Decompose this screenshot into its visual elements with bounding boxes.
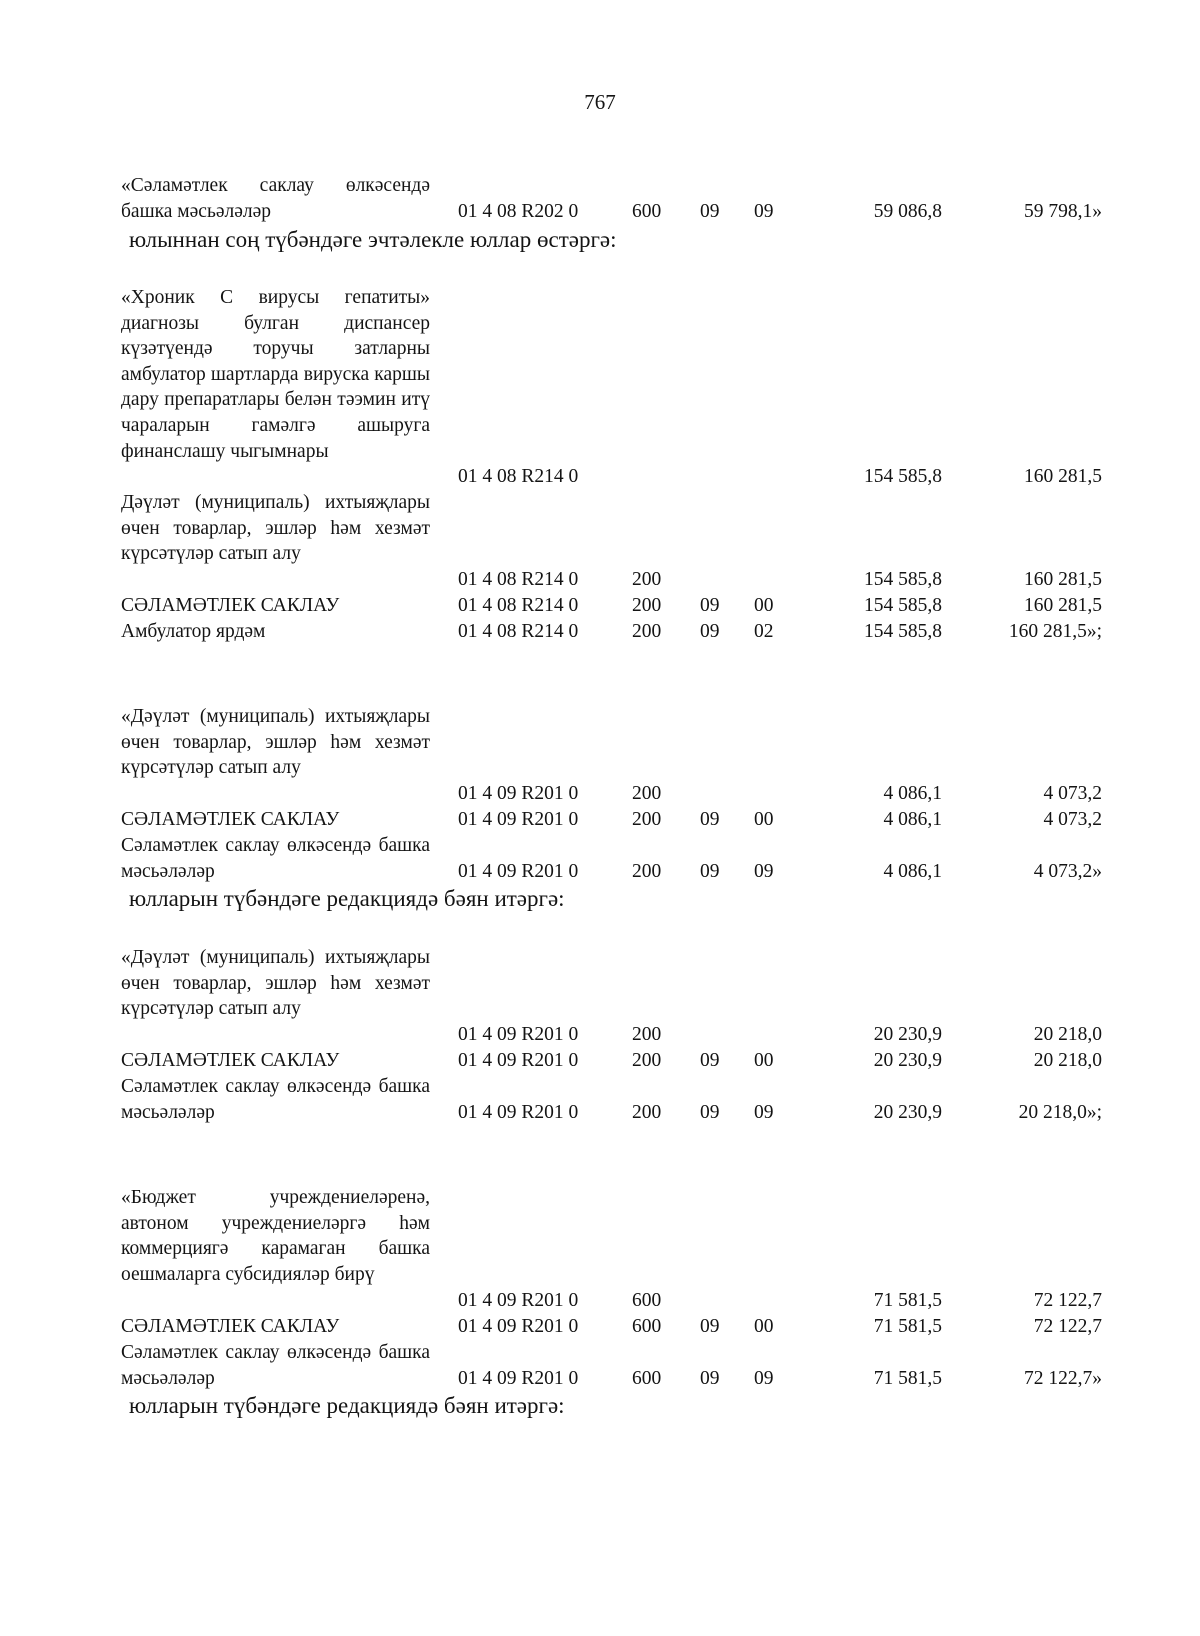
row-name: «Хроник С вирусы гепатиты» диагнозы булган диспансер күзәтүендә торучы затларны амбулатор шартларда вируска каршы дару препаратлары белән тәэмин итү чараларын гамәлгә ашыруга финанслашу чыгымнары	[121, 287, 430, 462]
row-vr: 200	[632, 1024, 662, 1045]
row-code: 01 4 08 R214 0	[458, 595, 579, 616]
row-value-year1: 4 086,1	[883, 861, 942, 882]
row-name: «Сәламәтлек саклау өлкәсендә башка мәсьәләләр	[121, 175, 430, 222]
row-name: Сәламәтлек саклау өлкәсендә башка мәсьәләләр	[121, 1342, 430, 1389]
row-rz: 09	[700, 1102, 720, 1123]
row-code: 01 4 09 R201 0	[458, 783, 579, 804]
row-name: СӘЛАМӘТЛЕК САКЛАУ	[121, 595, 340, 616]
row-name: СӘЛАМӘТЛЕК САКЛАУ	[121, 809, 340, 830]
row-vr: 200	[632, 569, 662, 590]
row-value-year2: 160 281,5	[1024, 595, 1102, 616]
row-value-year1: 154 585,8	[864, 595, 942, 616]
row-name: Дәүләт (муниципаль) ихтыяҗлары өчен товарлар, эшләр һәм хезмәт күрсәтүләр сатып алу	[121, 492, 430, 565]
row-code: 01 4 09 R201 0	[458, 1368, 579, 1389]
row-rz: 09	[700, 1316, 720, 1337]
row-vr: 600	[632, 1316, 662, 1337]
row-value-year1: 20 230,9	[873, 1050, 942, 1071]
row-value-year1: 154 585,8	[864, 466, 942, 487]
row-value-year2: 4 073,2	[1043, 809, 1102, 830]
row-value-year1: 59 086,8	[873, 201, 942, 222]
row-value-year2: 4 073,2»	[1033, 861, 1102, 882]
row-rz: 09	[700, 621, 720, 642]
row-vr: 200	[632, 861, 662, 882]
row-vr: 600	[632, 1368, 662, 1389]
row-name: «Дәүләт (муниципаль) ихтыяҗлары өчен товарлар, эшләр һәм хезмәт күрсәтүләр сатып алу	[121, 947, 430, 1020]
row-pr: 09	[754, 1368, 774, 1389]
row-code: 01 4 09 R201 0	[458, 1316, 579, 1337]
row-value-year1: 4 086,1	[883, 783, 942, 804]
row-vr: 200	[632, 1102, 662, 1123]
row-vr: 200	[632, 809, 662, 830]
row-value-year1: 71 581,5	[873, 1316, 942, 1337]
row-value-year2: 72 122,7»	[1024, 1368, 1102, 1389]
row-code: 01 4 08 R202 0	[458, 201, 579, 222]
row-value-year1: 71 581,5	[873, 1290, 942, 1311]
row-value-year2: 160 281,5	[1024, 569, 1102, 590]
row-vr: 200	[632, 783, 662, 804]
row-vr: 200	[632, 1050, 662, 1071]
row-code: 01 4 08 R214 0	[458, 466, 579, 487]
row-pr: 09	[754, 201, 774, 222]
row-name: Амбулатор ярдәм	[121, 621, 266, 642]
row-code: 01 4 09 R201 0	[458, 1050, 579, 1071]
row-name: Сәламәтлек саклау өлкәсендә башка мәсьәләләр	[121, 835, 430, 882]
row-pr: 00	[754, 1050, 774, 1071]
row-value-year2: 4 073,2	[1043, 783, 1102, 804]
row-pr: 09	[754, 861, 774, 882]
row-name: «Бюджет учреждениеләренә, автоном учреждениеләргә һәм коммерциягә карамаган башка оешмаларга субсидияләр бирү	[121, 1187, 430, 1285]
row-name: СӘЛАМӘТЛЕК САКЛАУ	[121, 1050, 340, 1071]
row-value-year1: 154 585,8	[864, 621, 942, 642]
row-value-year2: 20 218,0»;	[1018, 1102, 1102, 1123]
row-value-year2: 20 218,0	[1033, 1024, 1102, 1045]
row-value-year2: 160 281,5	[1024, 466, 1102, 487]
row-rz: 09	[700, 201, 720, 222]
row-value-year2: 20 218,0	[1033, 1050, 1102, 1071]
row-code: 01 4 09 R201 0	[458, 1102, 579, 1123]
row-value-year2: 160 281,5»;	[1008, 621, 1102, 642]
row-pr: 00	[754, 1316, 774, 1337]
row-rz: 09	[700, 861, 720, 882]
row-value-year1: 20 230,9	[873, 1102, 942, 1123]
row-name: «Дәүләт (муниципаль) ихтыяҗлары өчен товарлар, эшләр һәм хезмәт күрсәтүләр сатып алу	[121, 706, 430, 779]
row-value-year1: 4 086,1	[883, 809, 942, 830]
row-code: 01 4 08 R214 0	[458, 621, 579, 642]
row-value-year1: 71 581,5	[873, 1368, 942, 1389]
row-vr: 600	[632, 201, 662, 222]
row-value-year2: 72 122,7	[1033, 1290, 1102, 1311]
row-rz: 09	[700, 595, 720, 616]
row-code: 01 4 09 R201 0	[458, 861, 579, 882]
row-value-year2: 59 798,1»	[1024, 201, 1102, 222]
row-pr: 09	[754, 1102, 774, 1123]
row-code: 01 4 09 R201 0	[458, 1290, 579, 1311]
row-code: 01 4 09 R201 0	[458, 809, 579, 830]
instruction-text: юлларын түбәндәге редакциядә бәян итәргә:	[129, 886, 565, 911]
row-pr: 02	[754, 621, 774, 642]
row-pr: 00	[754, 809, 774, 830]
row-pr: 00	[754, 595, 774, 616]
row-vr: 600	[632, 1290, 662, 1311]
row-name: Сәламәтлек саклау өлкәсендә башка мәсьәләләр	[121, 1076, 430, 1123]
instruction-text: юлларын түбәндәге редакциядә бәян итәргә:	[129, 1393, 565, 1418]
row-code: 01 4 08 R214 0	[458, 569, 579, 590]
row-value-year2: 72 122,7	[1033, 1316, 1102, 1337]
row-vr: 200	[632, 595, 662, 616]
instruction-text: юлыннан соң түбәндәге эчтәлекле юллар өстәргә:	[129, 227, 617, 252]
row-value-year1: 154 585,8	[864, 569, 942, 590]
row-value-year1: 20 230,9	[873, 1024, 942, 1045]
row-code: 01 4 09 R201 0	[458, 1024, 579, 1045]
row-rz: 09	[700, 1368, 720, 1389]
row-vr: 200	[632, 621, 662, 642]
row-name: СӘЛАМӘТЛЕК САКЛАУ	[121, 1316, 340, 1337]
row-rz: 09	[700, 809, 720, 830]
row-rz: 09	[700, 1050, 720, 1071]
page-number: 767	[584, 90, 616, 114]
